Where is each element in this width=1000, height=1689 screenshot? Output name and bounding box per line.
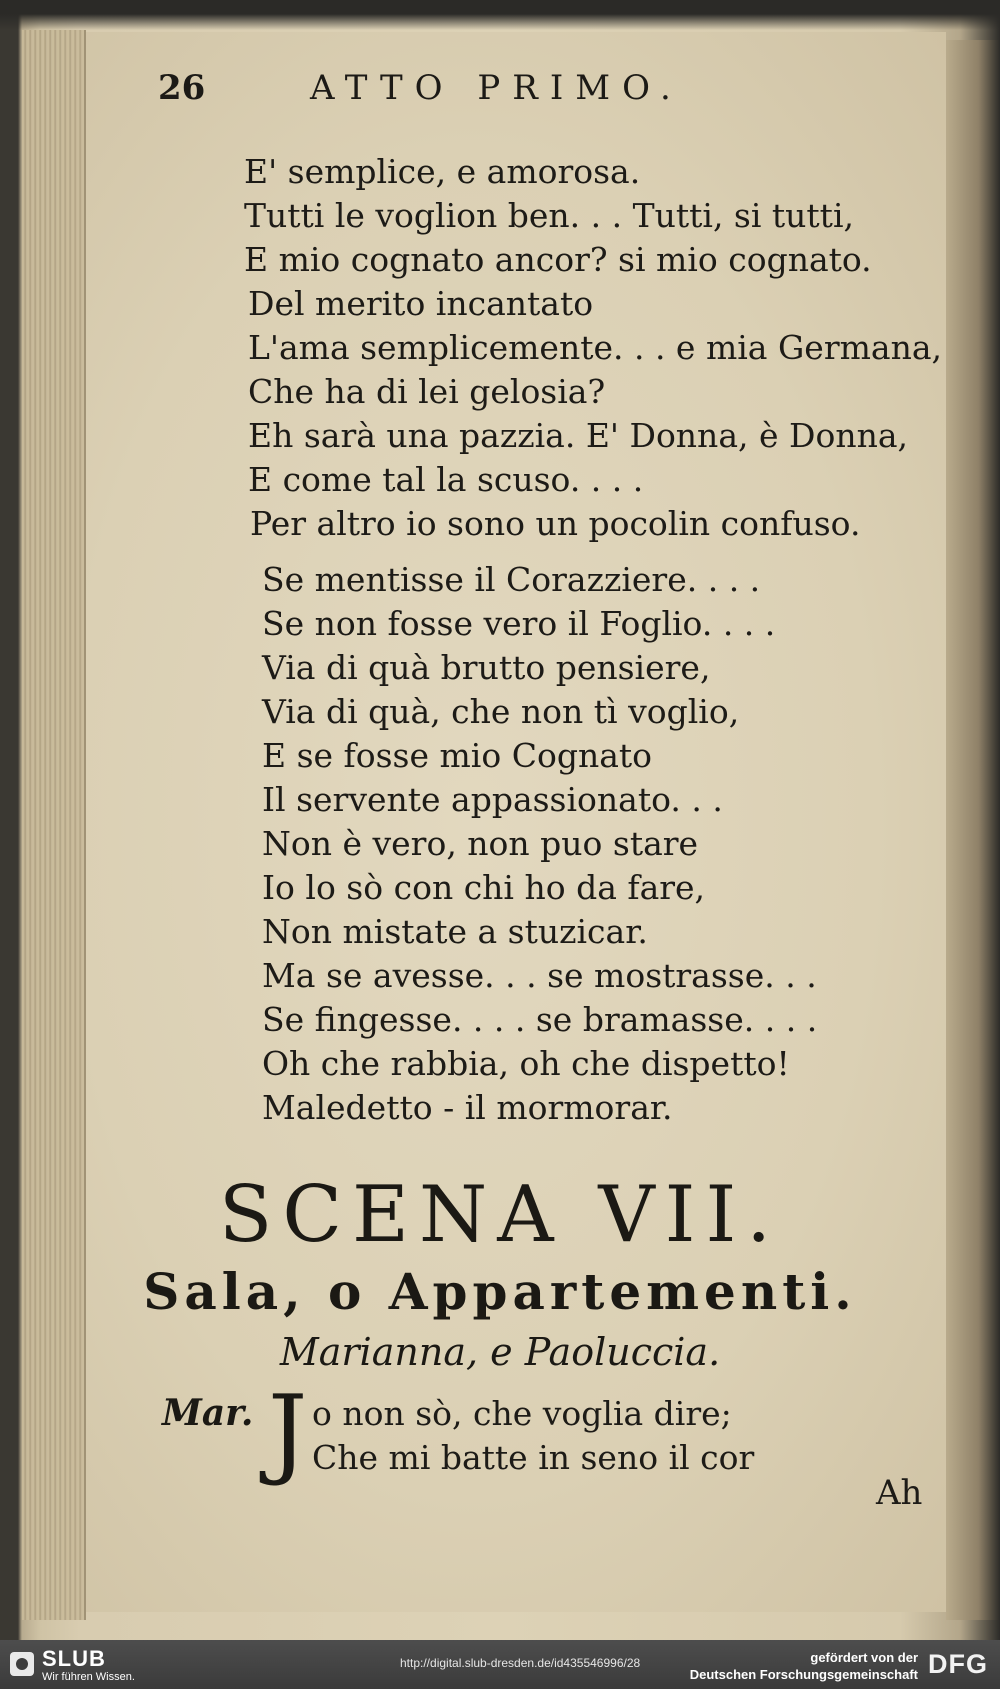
permalink-url[interactable]: http://digital.slub-dresden.de/id435546996/28 (400, 1656, 641, 1670)
page-number: 26 (158, 68, 206, 108)
verse-line: E mio cognato ancor? si mio cognato. (244, 240, 872, 279)
verse-line: Io lo sò con chi ho da fare, (262, 868, 706, 907)
library-name: SLUB (42, 1646, 106, 1671)
funding-line: gefördert von der (810, 1650, 918, 1665)
scene-setting: Sala, o Appartementi. (143, 1262, 857, 1321)
verse-line: Del merito incantato (248, 284, 594, 323)
verse-line: Tutti le voglion ben. . . Tutti, si tutti, (244, 196, 854, 235)
funding-line: Deutschen Forschungsgemeinschaft (689, 1667, 918, 1682)
verse-line: Eh sarà una pazzia. E' Donna, è Donna, (248, 416, 908, 455)
verse-line: Ma se avesse. . . se mostrasse. . . (262, 956, 817, 995)
dialogue-line: Che mi batte in seno il cor (312, 1438, 755, 1477)
facing-page-edge (946, 40, 1000, 1620)
verse-line: Oh che rabbia, oh che dispetto! (262, 1044, 790, 1083)
verse-line: Maledetto - il mormorar. (262, 1088, 673, 1127)
verse-line: L'ama semplicemente. . . e mia Germana, (248, 328, 942, 367)
verse-line: Se fingesse. . . . se bramasse. . . . (262, 1000, 818, 1039)
slub-logo-icon (10, 1652, 34, 1676)
verse-line: Il servente appassionato. . . (262, 780, 723, 819)
verse-line: E come tal la scuso. . . . (248, 460, 644, 499)
verse-line: E se fosse mio Cognato (262, 736, 653, 775)
drop-cap: J (268, 1375, 308, 1489)
speaker-label: Mar. (162, 1392, 254, 1434)
viewer-footer-bar (0, 1640, 1000, 1689)
dialogue-line: o non sò, che voglia dire; (312, 1394, 732, 1433)
verse-line: Che ha di lei gelosia? (248, 372, 606, 411)
verse-line: Via di quà brutto pensiere, (262, 648, 711, 687)
running-head (0, 68, 1000, 128)
scene-heading: SCENA VII. (218, 1170, 782, 1260)
scan-top-shadow (0, 0, 1000, 30)
verse-line: Via di quà, che non tì voglio, (262, 692, 740, 731)
library-tagline: Wir führen Wissen. (42, 1671, 135, 1683)
funding-credit (690, 1649, 918, 1683)
verse-line: Se mentisse il Corazziere. . . . (262, 560, 761, 599)
scene-characters: Marianna, e Paoluccia. (279, 1330, 721, 1374)
book-page-edges (22, 30, 86, 1620)
verse-line: E' semplice, e amorosa. (244, 152, 641, 191)
dfg-logo: DFG (928, 1649, 988, 1679)
verse-line: Per altro io sono un pocolin confuso. (250, 504, 861, 543)
verse-line: Non è vero, non puo stare (262, 824, 699, 863)
verse-line: Se non fosse vero il Foglio. . . . (262, 604, 776, 643)
running-title: ATTO PRIMO. (310, 68, 683, 108)
catchword: Ah (876, 1473, 923, 1513)
verse-line: Non mistate a stuzicar. (262, 912, 648, 951)
